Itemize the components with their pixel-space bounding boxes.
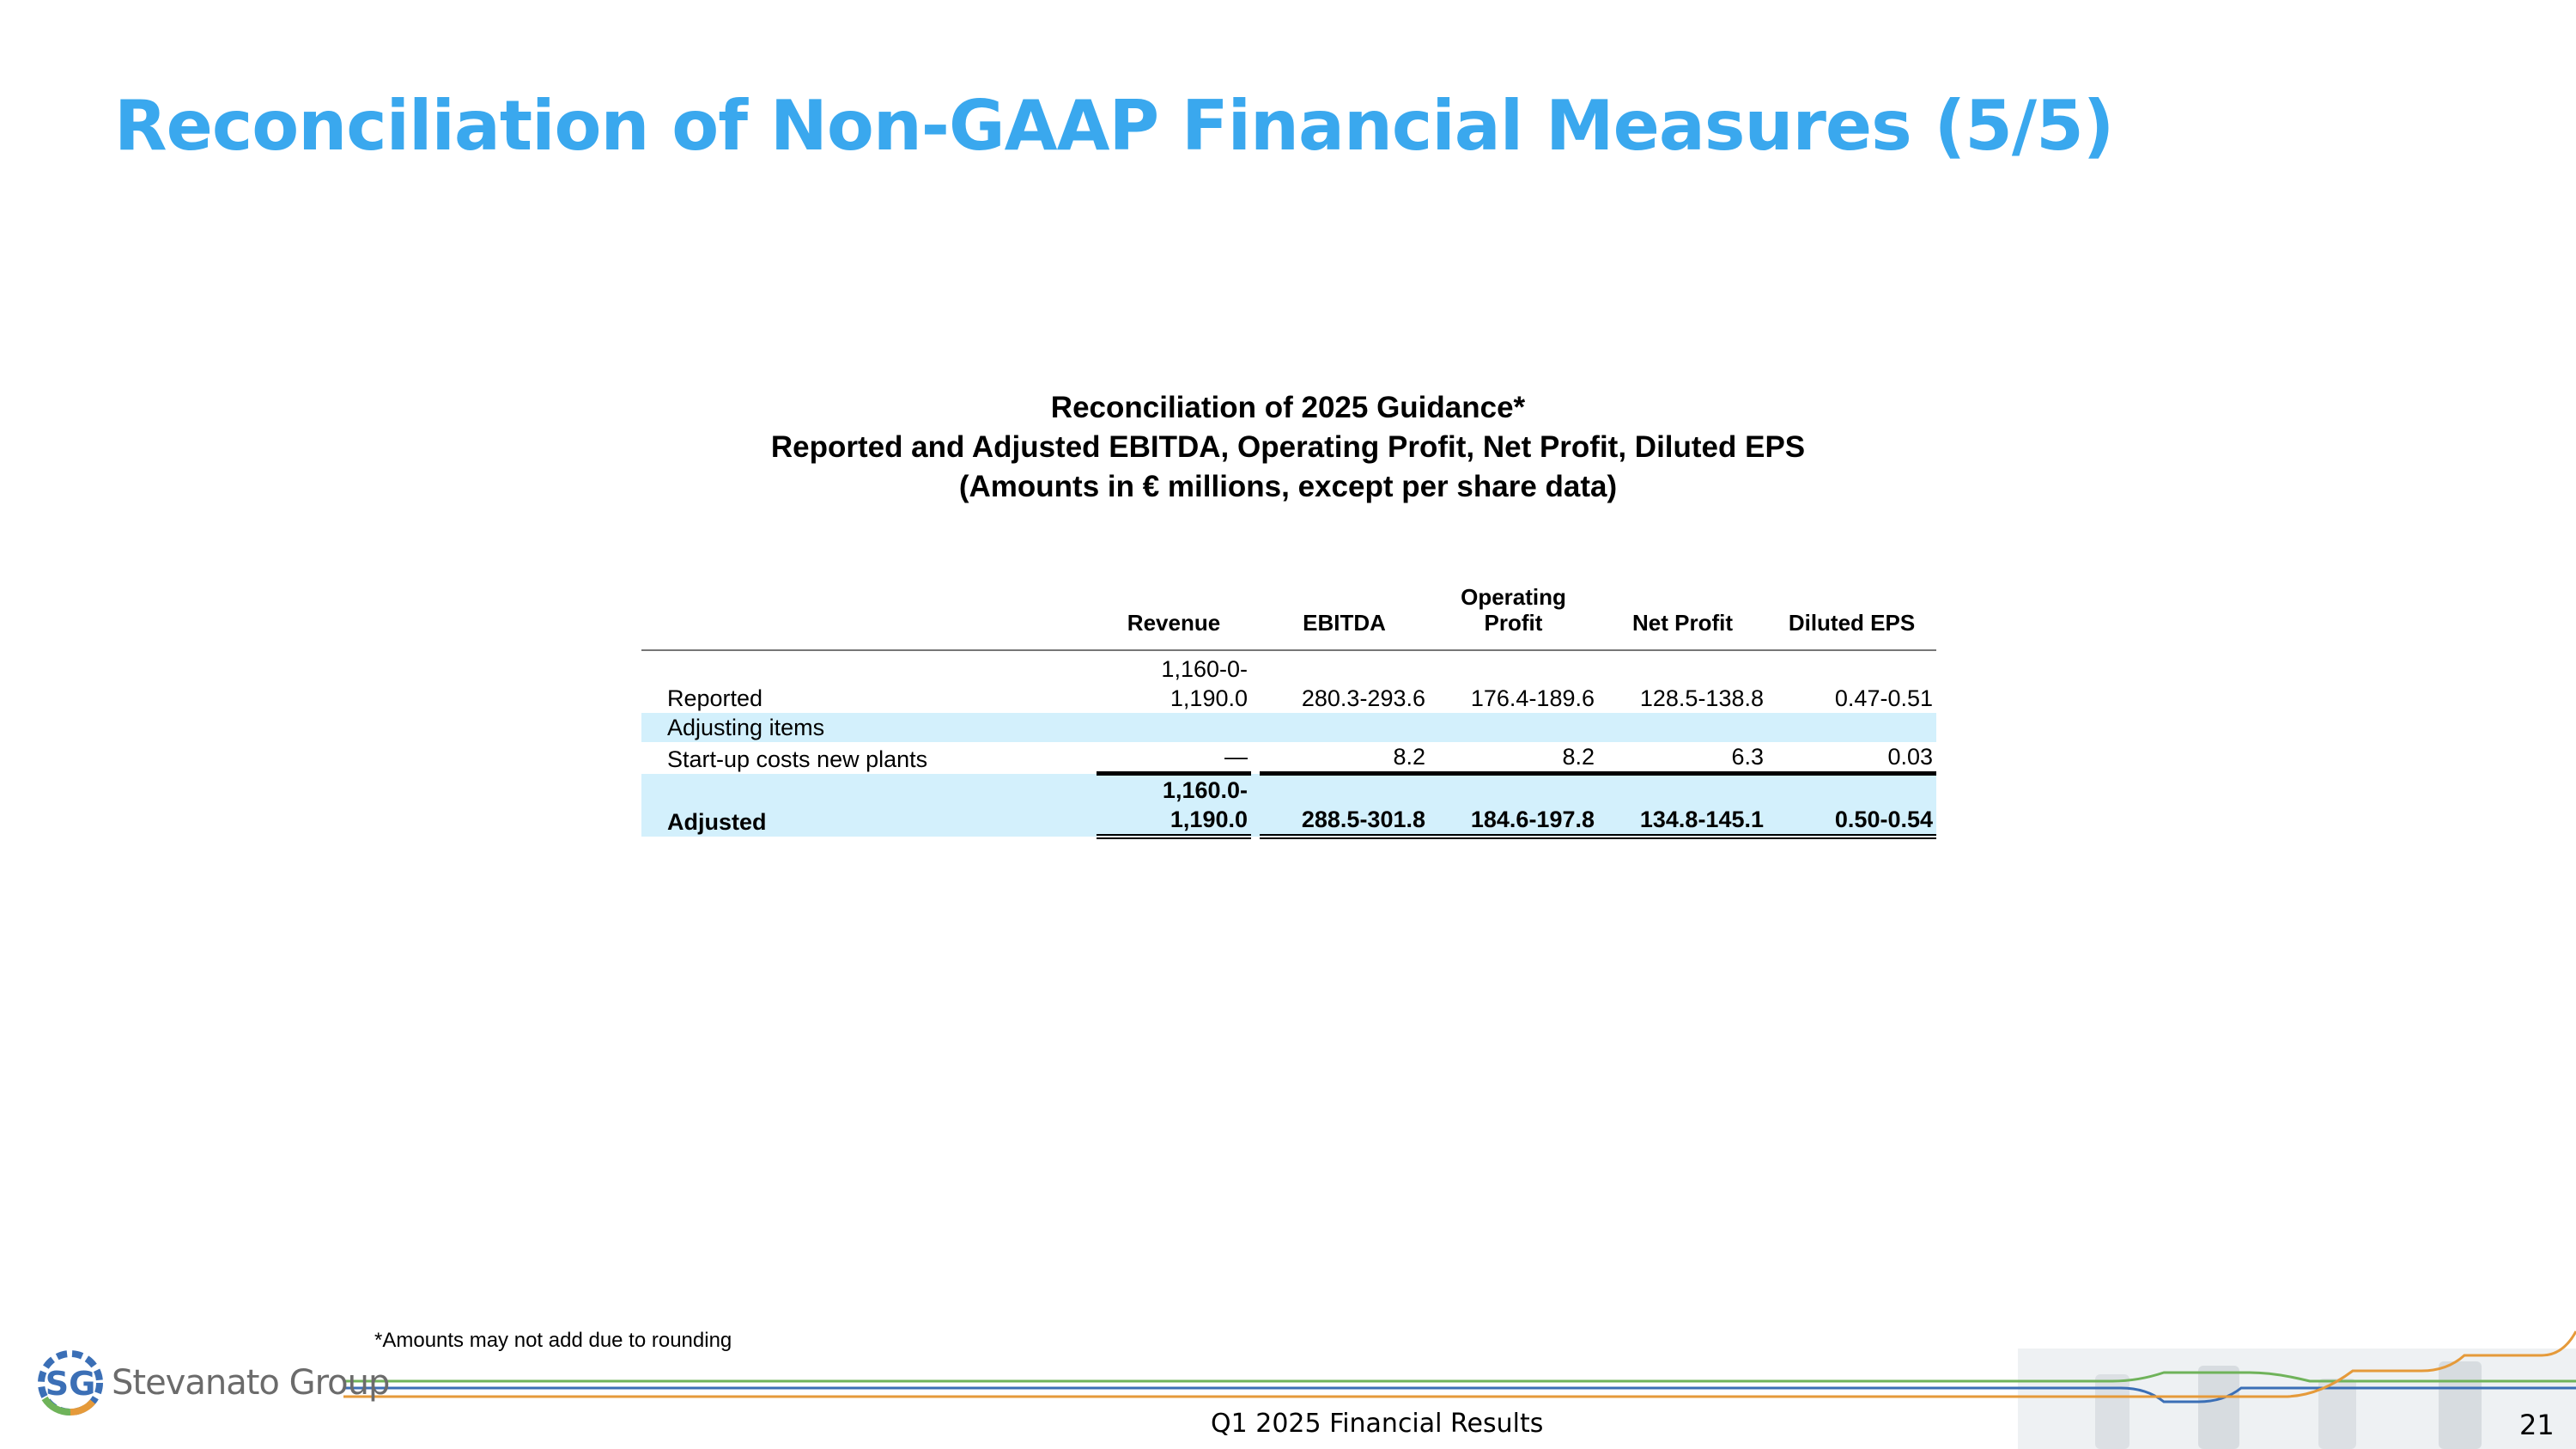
cell-operating-profit: 184.6-197.8 [1429,774,1598,837]
table-heading-title: Reconciliation of 2025 Guidance* [1050,391,1526,424]
rounding-footnote: *Amounts may not add due to rounding [374,1329,732,1352]
table-row-reported [641,650,1936,713]
table-row-startup-costs [641,742,1936,774]
row-label: Adjusted [641,774,1097,837]
cell-empty [1260,713,1429,742]
table-row-adjusting-items [641,713,1936,742]
header-operating-profit-line1: Operating [1461,584,1566,610]
logo-monogram: SG [45,1365,96,1403]
cell-gap [1251,774,1260,837]
table-heading [635,388,1941,507]
table-row-adjusted [641,774,1936,837]
table-header-row [641,584,1936,650]
cell-diluted-eps: 0.47-0.51 [1834,685,1933,711]
header-revenue: Revenue [1097,584,1251,650]
guidance-reconciliation-table [641,584,1936,839]
cell-revenue [1097,650,1251,713]
cell-diluted-eps: 0.50-0.54 [1767,774,1936,837]
cell-ebitda: 8.2 [1260,742,1429,774]
cell-gap [1251,742,1260,774]
cell-revenue [1097,774,1251,837]
cell-revenue: — [1097,742,1251,774]
header-label-column [641,584,1097,650]
cell-empty [1429,713,1598,742]
footer-caption: Q1 2025 Financial Results [1211,1409,1544,1439]
cell-net-profit: 6.3 [1598,742,1767,774]
header-gap [1251,584,1260,650]
cell-revenue-line1: 1,160.0- [1162,777,1248,803]
cell-revenue-line2: 1,190.0 [1170,685,1248,711]
cell-ebitda: 288.5-301.8 [1260,774,1429,837]
cell-ebitda: 280.3-293.6 [1301,685,1425,711]
logo-wordmark: Stevanato Group [112,1363,390,1403]
row-label: Reported [667,685,763,711]
page-number: 21 [2519,1409,2555,1441]
table-heading-subtitle: Reported and Adjusted EBITDA, Operating Profit, Net Profit, Diluted EPS [770,430,1806,464]
cell-empty [1598,713,1767,742]
cell-diluted-eps: 0.03 [1767,742,1936,774]
cell-revenue-line1: 1,160-0- [1161,656,1248,682]
cell-operating-profit: 8.2 [1429,742,1598,774]
row-label: Start-up costs new plants [667,746,928,772]
header-net-profit: Net Profit [1598,584,1767,650]
cell-empty [1767,713,1936,742]
table-heading-units: (Amounts in € millions, except per share data) [958,470,1618,503]
cell-gap [1251,713,1260,742]
cell-gap [1251,650,1260,713]
header-diluted-eps: Diluted EPS [1767,584,1936,650]
cell-net-profit: 128.5-138.8 [1639,685,1764,711]
company-logo [33,1347,389,1419]
header-operating-profit [1429,584,1598,650]
logo-gear-icon [33,1347,108,1419]
cell-revenue-line2: 1,190.0 [1170,807,1248,832]
row-label: Adjusting items [641,713,1097,742]
header-operating-profit-line2: Profit [1484,610,1543,636]
cell-operating-profit: 176.4-189.6 [1470,685,1595,711]
cell-net-profit: 134.8-145.1 [1598,774,1767,837]
cell-empty [1097,713,1251,742]
logo-gear-graphic [33,1347,108,1419]
page-title: Reconciliation of Non-GAAP Financial Measures (5/5) [114,86,2114,166]
header-ebitda: EBITDA [1260,584,1429,650]
